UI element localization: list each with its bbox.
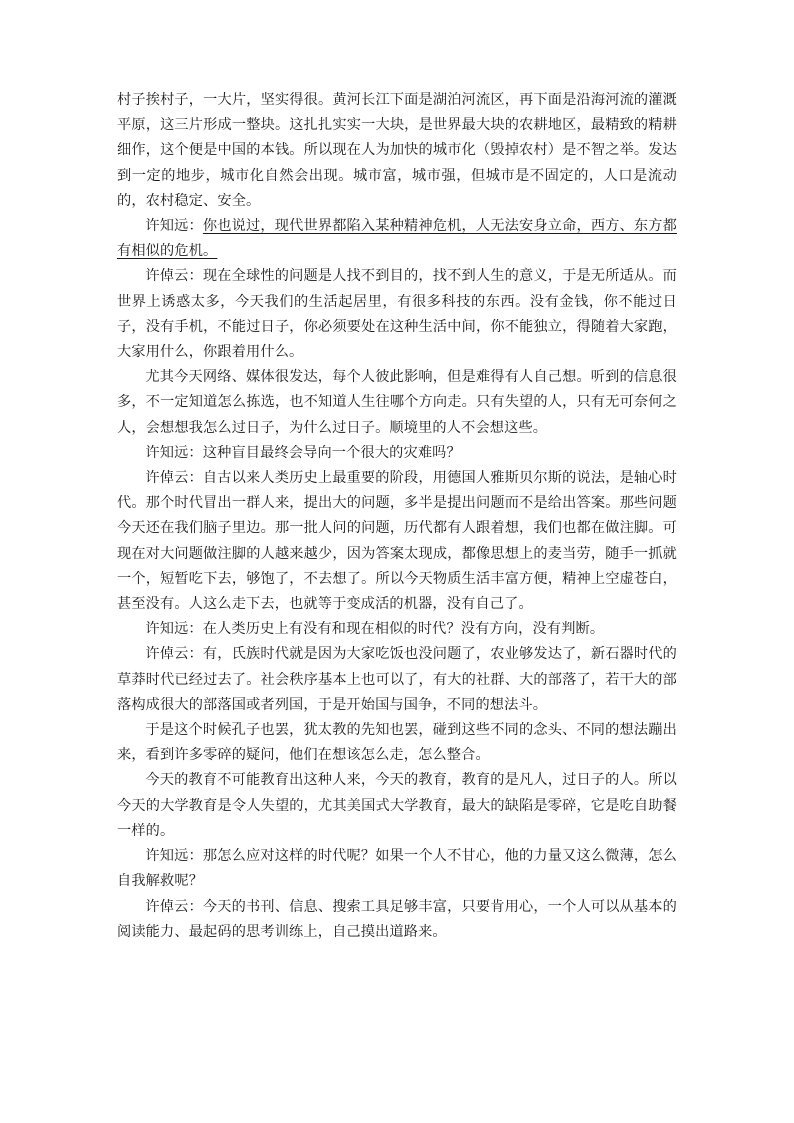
paragraph-answer-axial-age bbox=[117, 466, 677, 617]
paragraph-village-farmland bbox=[117, 88, 677, 214]
paragraph-text: 这种盲目最终会导向一个很大的灾难吗？ bbox=[202, 444, 461, 461]
paragraph-answer-global-problem bbox=[117, 264, 677, 365]
paragraph-confucius-prophets bbox=[117, 718, 677, 768]
paragraph-text: 现在全球性的问题是人找不到目的，找不到人生的意义，于是无所适从。而世界上诱惑太多，今天我们的生活起居里，有很多科技的东西。没有金钱，你不能过日子，没有手机，不能过日子，你必须要处在这种生活中间，你不能独立，得随着大家跑，大家用什么，你跟着用什么。 bbox=[117, 268, 678, 361]
paragraph-text: 今天的书刊、信息、搜索工具足够丰富，只要肯用心，一个人可以从基本的阅读能力、最起码的思考训练上，自己摸出道路来。 bbox=[117, 898, 678, 940]
underlined-question-text: 你也说过，现代世界都陷入某种精神危机，人无法安身立命，西方、东方都有相似的危机。 bbox=[117, 218, 678, 260]
paragraph-question-disaster bbox=[117, 441, 677, 466]
speaker-label: 许知远： bbox=[145, 621, 203, 638]
paragraph-education bbox=[117, 768, 677, 844]
paragraph-question-spiritual-crisis bbox=[117, 214, 677, 264]
speaker-label: 许知远： bbox=[145, 444, 203, 461]
paragraph-text: 村子挨村子，一大片，坚实得很。黄河长江下面是湖泊河流区，再下面是沿海河流的灌溉平原，这三片形成一整块。这扎扎实实一大块，是世界最大块的农耕地区，最精致的精耕细作，这个便是中国的本钱。所以现在人为加快的城市化（毁掉农村）是不智之举。发达到一定的地步，城市化自然会出现。城市富，城市强，但城市是不固定的，人口是流动的，农村稳定、安全。 bbox=[117, 92, 677, 209]
paragraph-question-self-rescue bbox=[117, 844, 677, 894]
speaker-label: 许知远： bbox=[145, 218, 203, 235]
paragraph-text: 尤其今天网络、媒体很发达，每个人彼此影响，但是难得有人自己想。听到的信息很多，不一定知道怎么拣选，也不知道人生往哪个方向走。只有失望的人，只有无可奈何之人，会想想我怎么过日子，为什么过日子。顺境里的人不会想这些。 bbox=[117, 369, 677, 436]
paragraph-text: 于是这个时候孔子也罢，犹太教的先知也罢，碰到这些不同的念头、不同的想法蹦出来，看到许多零碎的疑问，他们在想该怎么走，怎么整合。 bbox=[117, 722, 677, 764]
speaker-label: 许倬云： bbox=[145, 646, 203, 663]
paragraph-text: 那怎么应对这样的时代呢？如果一个人不甘心，他的力量又这么微薄，怎么自我解救呢？ bbox=[117, 848, 678, 890]
paragraph-text: 有，氏族时代就是因为大家吃饭也没问题了，农业够发达了，新石器时代的草莽时代已经过去了。社会秩序基本上也可以了，有大的社群、大的部落了，若干大的部落构成很大的部落国或者列国，于是开始国与国争，不同的想法斗。 bbox=[117, 646, 678, 713]
speaker-label: 许知远： bbox=[145, 848, 203, 865]
paragraph-question-similar-era bbox=[117, 617, 677, 642]
paragraph-answer-clan-era bbox=[117, 642, 677, 718]
speaker-label: 许倬云： bbox=[145, 470, 203, 487]
paragraph-text: 今天的教育不可能教育出这种人来，今天的教育，教育的是凡人，过日子的人。所以今天的大学教育是令人失望的，尤其美国式大学教育，最大的缺陷是零碎，它是吃自助餐一样的。 bbox=[117, 772, 677, 839]
speaker-label: 许倬云： bbox=[145, 898, 203, 915]
paragraph-media-influence bbox=[117, 365, 677, 441]
paragraph-answer-self-path bbox=[117, 895, 677, 945]
paragraph-text: 在人类历史上有没有和现在相似的时代？没有方向，没有判断。 bbox=[202, 621, 605, 638]
document-page bbox=[117, 88, 677, 945]
speaker-label: 许倬云： bbox=[145, 268, 203, 285]
paragraph-text: 自古以来人类历史上最重要的阶段，用德国人雅斯贝尔斯的说法，是轴心时代。那个时代冒出一群人来，提出大的问题，多半是提出问题而不是给出答案。那些问题今天还在我们脑子里边。那一批人问的问题，历代都有人跟着想，我们也都在做注脚。可现在对大问题做注脚的人越来越少，因为答案太现成，都像思想上的麦当劳，随手一抓就一个，短暂吃下去，够饱了，不去想了。所以今天物质生活丰富方便，精神上空虚苍白，甚至没有。人这么走下去，也就等于变成活的机器，没有自己了。 bbox=[117, 470, 678, 613]
